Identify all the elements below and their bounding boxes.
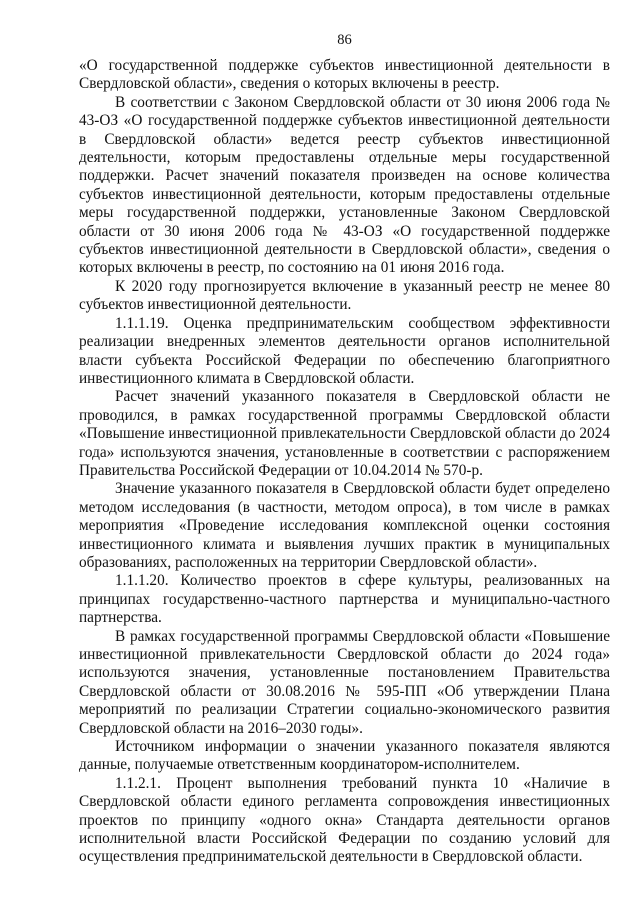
paragraph-1: «О государственной поддержке субъектов инвестиционной деятельности в Свердловской области», сведения о которых включены в реестр.: [79, 57, 610, 93]
paragraph-4: 1.1.1.19. Оценка предпринимательским сообществом эффективности реализации внедренных элементов деятельности органов исполнительной власти субъекта Российской Федерации по обеспечению благоприятного инвестиционного климата в Свердловской области.: [79, 314, 610, 387]
paragraph-9: Источником информации о значении указанного показателя являются данные, получаемые ответственным координатором-исполнителем.: [79, 738, 610, 774]
paragraph-8: В рамках государственной программы Свердловской области «Повышение инвестиционной привлекательности Свердловской области до 2024 года» используются значения, установленные постановлением Правительства Свердловской области от 30.08.2016 № 595-ПП «Об утверждении Плана мероприятий по реализации Стратегии социально-экономического развития Свердловской области на 2016–2030 годы».: [79, 627, 610, 737]
paragraph-6: Значение указанного показателя в Свердловской области будет определено методом исследования (в частности, методом опроса), в том числе в рамках мероприятия «Проведение исследования комплексной оценки состояния инвестиционного климата и выявления лучших практик в муниципальных образованиях, расположенных на территории Свердловской области».: [79, 480, 610, 571]
paragraph-3: К 2020 году прогнозируется включение в указанный реестр не менее 80 субъектов инвестиционной деятельности.: [79, 277, 610, 314]
page-number: 86: [337, 32, 352, 48]
paragraph-5: Расчет значений указанного показателя в Свердловской области не проводился, в рамках государственной программы Свердловской области «Повышение инвестиционной привлекательности Свердловской области до 2024 года» используются значения, установленные в соответствии с распоряжением Правительства Российской Федерации от 10.04.2014 № 570-р.: [79, 388, 610, 479]
paragraph-2: В соответствии с Законом Свердловской области от 30 июня 2006 года № 43-ОЗ «О государственной поддержке субъектов инвестиционной деятельности в Свердловской области» ведется реестр субъектов инвестиционной деятельности, которым предоставлены отдельные меры государственной поддержки. Расчет значений показателя произведен на основе количества субъектов инвестиционной деятельности, которым предоставлены отдельные меры государственной поддержки, установленные Законом Свердловской области от 30 июня 2006 года № 43-ОЗ «О государственной поддержке субъектов инвестиционной деятельности в Свердловской области», сведения о которых включены в реестр, по состоянию на 01 июня 2016 года.: [79, 93, 610, 277]
paragraph-7: 1.1.1.20. Количество проектов в сфере культуры, реализованных на принципах государственно-частного партнерства и муниципально-частного партнерства.: [79, 572, 610, 627]
paragraph-10: 1.1.2.1. Процент выполнения требований пункта 10 «Наличие в Свердловской области единого регламента сопровождения инвестиционных проектов по принципу «одного окна» Стандарта деятельности органов исполнительной власти Российской Федерации по созданию условий для осуществления предпринимательской деятельности в Свердловской области.: [79, 774, 610, 866]
